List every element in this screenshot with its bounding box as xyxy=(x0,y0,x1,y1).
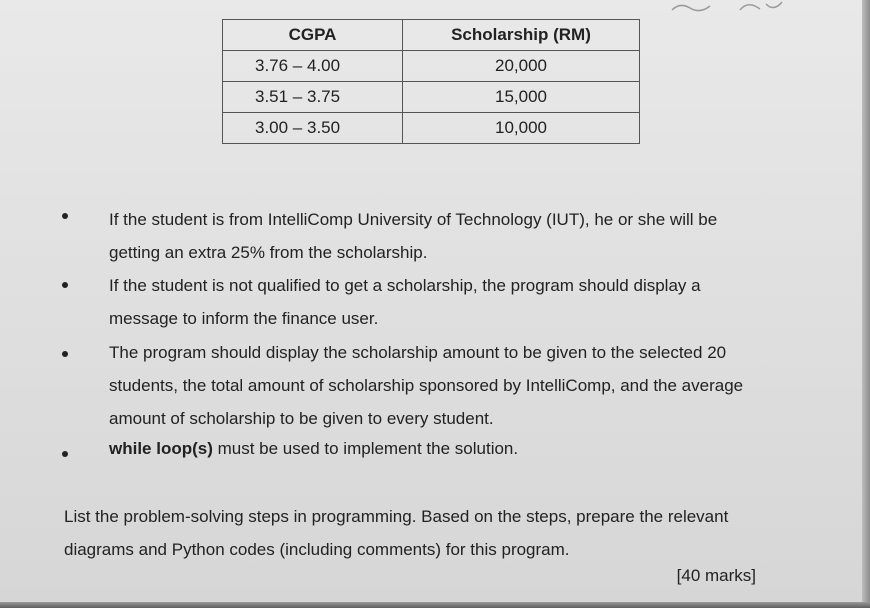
question-text: List the problem-solving steps in programming. Based on the steps, prepare the relevant diagrams and Python codes (including comments) for this program. xyxy=(64,507,729,559)
cgpa-cell: 3.00 – 3.50 xyxy=(223,113,403,144)
amount-cell: 10,000 xyxy=(403,113,640,144)
table-row xyxy=(223,82,640,113)
header-scholarship: Scholarship (RM) xyxy=(403,20,640,51)
cgpa-cell: 3.51 – 3.75 xyxy=(223,82,403,113)
bullet-dot-icon xyxy=(62,351,68,357)
list-item: If the student is not qualified to get a scholarship, the program should display a message to inform the finance user. xyxy=(109,276,701,328)
bullet-dot-icon xyxy=(62,451,68,457)
handwriting-scribble xyxy=(670,0,790,14)
header-cgpa: CGPA xyxy=(223,20,403,51)
bullet-dot-icon xyxy=(62,282,68,288)
list-item xyxy=(109,432,769,465)
list-item-text: must be used to implement the solution. xyxy=(212,439,519,458)
scholarship-table xyxy=(222,19,640,144)
bullet-dot-icon xyxy=(62,213,68,219)
page-edge xyxy=(862,0,870,608)
screen-bottom-edge xyxy=(0,602,870,608)
list-item: If the student is from IntelliComp University of Technology (IUT), he or she will be getting an extra 25% from the scholarship. xyxy=(109,210,718,262)
list-item: The program should display the scholarship amount to be given to the selected 20 students, the total amount of scholarship sponsored by IntelliComp, and the average amount of scholarship to be given to every student. xyxy=(109,343,744,428)
emphasis-text: while loop(s) xyxy=(109,439,213,458)
amount-cell: 20,000 xyxy=(403,51,640,82)
marks-label: [40 marks] xyxy=(676,566,756,585)
table-row xyxy=(223,113,640,144)
table-header-row xyxy=(223,20,640,51)
table-row xyxy=(223,51,640,82)
cgpa-cell: 3.76 – 4.00 xyxy=(223,51,403,82)
amount-cell: 15,000 xyxy=(403,82,640,113)
